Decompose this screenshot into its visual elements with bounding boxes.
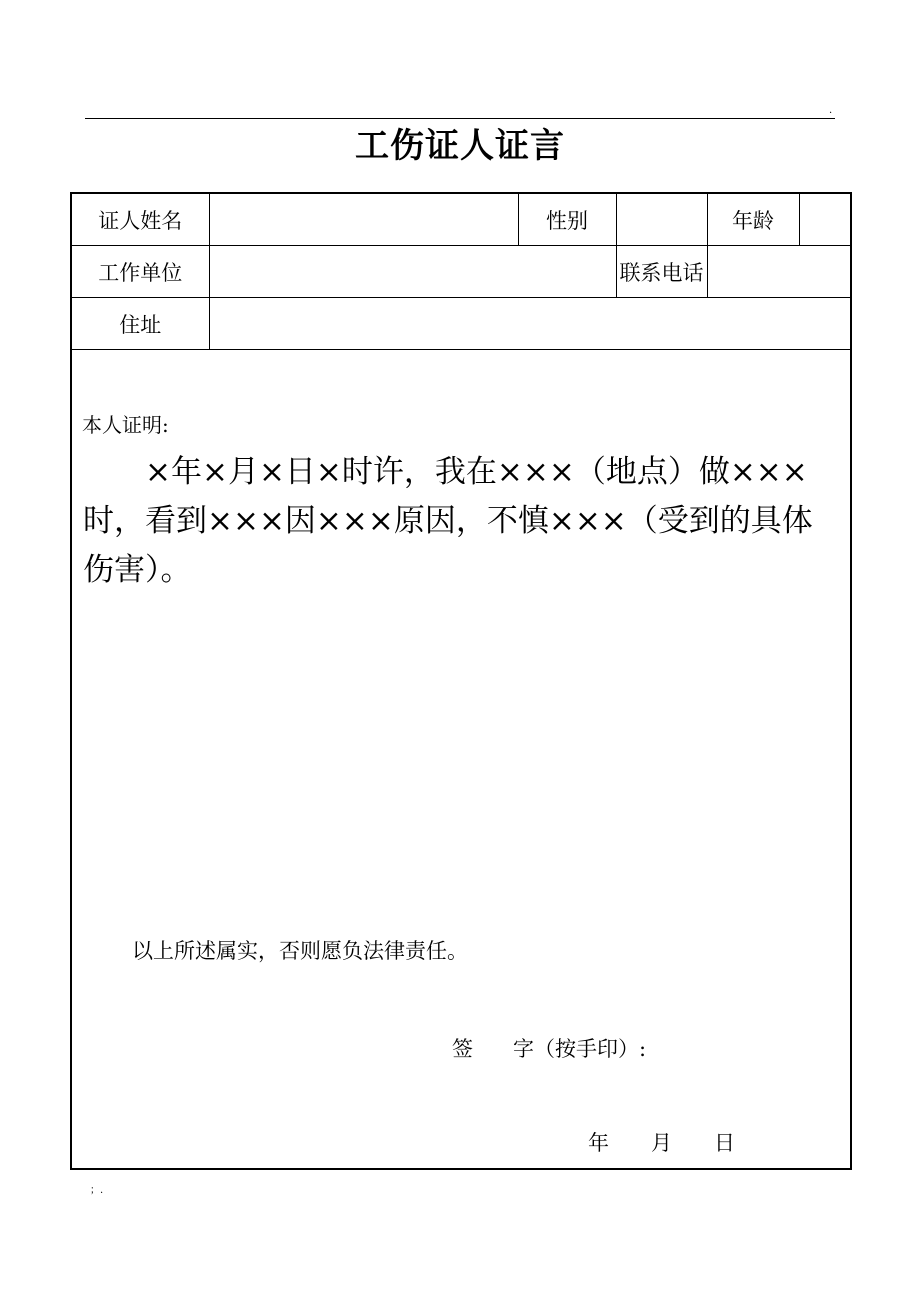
signature-label-a: 签 [452,1037,473,1061]
page-title: 工伤证人证言 [355,126,565,166]
employer-label: 工作单位 [71,246,209,298]
phone-field[interactable] [707,246,851,298]
gender-field[interactable] [616,193,707,246]
corner-mark: . [829,105,833,116]
phone-label: 联系电话 [616,246,707,298]
age-field[interactable] [800,194,851,245]
date-year: 年 [588,1131,609,1155]
statement-body: ×年×月×日×时许，我在×××（地点）做×××时，看到×××因×××原因，不慎×××（受到的具体伤害）。 [83,454,813,588]
statement-label: 本人证明: [82,413,169,437]
form-row-address [71,298,851,350]
name-field[interactable] [209,193,518,246]
form-row-identity [71,193,851,246]
date-day: 日 [714,1131,735,1155]
name-label: 证人姓名 [71,193,209,246]
address-field[interactable] [209,298,851,350]
footer-mark: ；. [90,1185,104,1196]
signature-line [452,1034,646,1064]
statement-cell [71,350,851,1170]
testimony-form [70,192,852,1170]
header-rule [85,118,835,119]
date-month: 月 [651,1131,672,1155]
age-cell [707,193,851,246]
gender-label: 性别 [518,193,616,246]
age-label: 年龄 [708,194,800,245]
employer-field[interactable] [209,246,616,298]
date-line [588,1128,735,1158]
form-row-employer [71,246,851,298]
form-row-statement [71,350,851,1170]
address-label: 住址 [71,298,209,350]
signature-label-b: 字（按手印）: [513,1037,647,1061]
declaration-text: 以上所述属实，否则愿负法律责任。 [132,939,468,963]
